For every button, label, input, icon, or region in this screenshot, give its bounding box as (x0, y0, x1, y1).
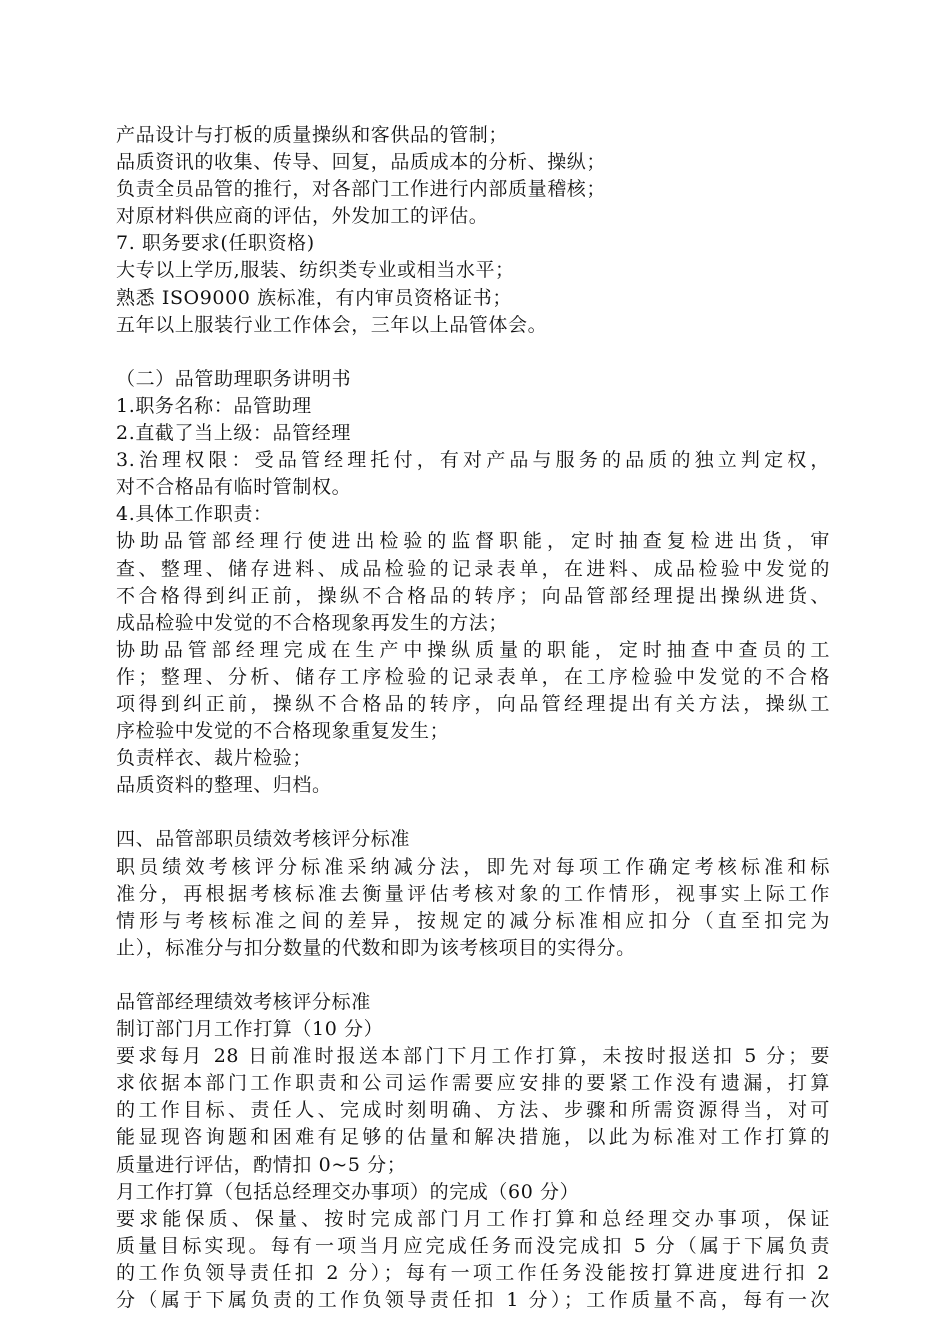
text-line: 职员绩效考核评分标准采纳减分法，即先对每项工作确定考核标准和标 (116, 855, 830, 878)
text-line: 品质资讯的收集、传导、回复，品质成本的分析、操纵； (116, 151, 607, 174)
text-line: 质量目标实现。每有一项当月应完成任务而没完成扣 5 分（属于下属负责 (116, 1234, 830, 1257)
text-line: 协助品管部经理完成在生产中操纵质量的职能，定时抽查中查员的工 (116, 638, 830, 661)
blank-line (116, 339, 830, 366)
section-heading: 7. 职务要求(任职资格) (116, 232, 315, 255)
section-heading: （二）品管助理职务讲明书 (116, 367, 352, 390)
text-line: 分（属于下属负责的工作负领导责任扣 1 分）；工作质量不高，每有一次 (116, 1289, 830, 1312)
text-line: 查、整理、储存进料、成品检验的记录表单，在进料、成品检验中发觉的 (116, 557, 830, 580)
text-line: 负责全员品管的推行，对各部门工作进行内部质量稽核； (116, 178, 607, 201)
text-line: 4.具体工作职责： (116, 503, 273, 526)
text-line: 协助品管部经理行使进出检验的监督职能，定时抽查复检进出货，审 (116, 530, 830, 553)
text-line: 对原材料供应商的评估，外发加工的评估。 (116, 205, 489, 228)
text-line: 负责样衣、裁片检验； (116, 747, 313, 770)
text-line: 五年以上服装行业工作体会，三年以上品管体会。 (116, 313, 548, 336)
text-line: 准分，再根据考核标准去衡量评估考核对象的工作情形，视事实上际工作 (116, 882, 830, 905)
text-line: 的工作目标、责任人、完成时刻明确、方法、步骤和所需资源得当，对可 (116, 1099, 830, 1122)
text-line: 不合格得到纠正前，操纵不合格品的转序；向品管部经理提出操纵进货、 (116, 584, 830, 607)
blank-line (116, 799, 830, 826)
text-line: 求依据本部门工作职责和公司运作需要应安排的要紧工作没有遗漏，打算 (116, 1072, 830, 1095)
text-line: 制订部门月工作打算（10 分） (116, 1018, 384, 1041)
text-line: 质量进行评估，酌情扣 0~5 分； (116, 1153, 407, 1176)
text-line: 2.直截了当上级：品管经理 (116, 422, 351, 445)
document-body (116, 122, 830, 1314)
text-line: 月工作打算（包括总经理交办事项）的完成（60 分） (116, 1180, 580, 1203)
section-heading: 品管部经理绩效考核评分标准 (116, 991, 371, 1013)
text-line: 品质资料的整理、归档。 (116, 774, 332, 797)
text-line: 能显现咨询题和困难有足够的估量和解决措施，以此为标准对工作打算的 (116, 1126, 830, 1149)
text-line: 止），标准分与扣分数量的代数和即为该考核项目的实得分。 (116, 936, 636, 959)
text-line: 对不合格品有临时管制权。 (116, 476, 352, 499)
text-line: 熟悉 ISO9000 族标准，有内审员资格证书； (116, 286, 512, 309)
text-line: 成品检验中发觉的不合格现象再发生的方法； (116, 611, 509, 634)
text-line: 序检验中发觉的不合格现象重复发生； (116, 720, 450, 743)
text-line: 1.职务名称：品管助理 (116, 394, 312, 417)
text-line: 要求每月 28 日前准时报送本部门下月工作打算，未按时报送扣 5 分；要 (116, 1045, 830, 1068)
text-line: 产品设计与打板的质量操纵和客供品的管制； (116, 124, 509, 146)
text-line: 作；整理、分析、储存工序检验的记录表单，在工序检验中发觉的不合格 (116, 665, 830, 688)
section-heading: 四、品管部职员绩效考核评分标准 (116, 828, 411, 851)
text-line: 项得到纠正前，操纵不合格品的转序，向品管经理提出有关方法，操纵工 (116, 692, 830, 715)
text-line: 的工作负领导责任扣 2 分）；每有一项工作任务没能按打算进度进行扣 2 (116, 1261, 830, 1284)
text-line: 大专以上学历,服装、纺织类专业或相当水平； (116, 259, 515, 282)
blank-line (116, 962, 830, 989)
text-line: 3.治理权限：受品管经理托付，有对产品与服务的品质的独立判定权， (116, 449, 830, 472)
text-line: 情形与考核标准之间的差异，按规定的减分标准相应扣分（直至扣完为 (116, 909, 830, 932)
text-line: 要求能保质、保量、按时完成部门月工作打算和总经理交办事项，保证 (116, 1207, 830, 1230)
